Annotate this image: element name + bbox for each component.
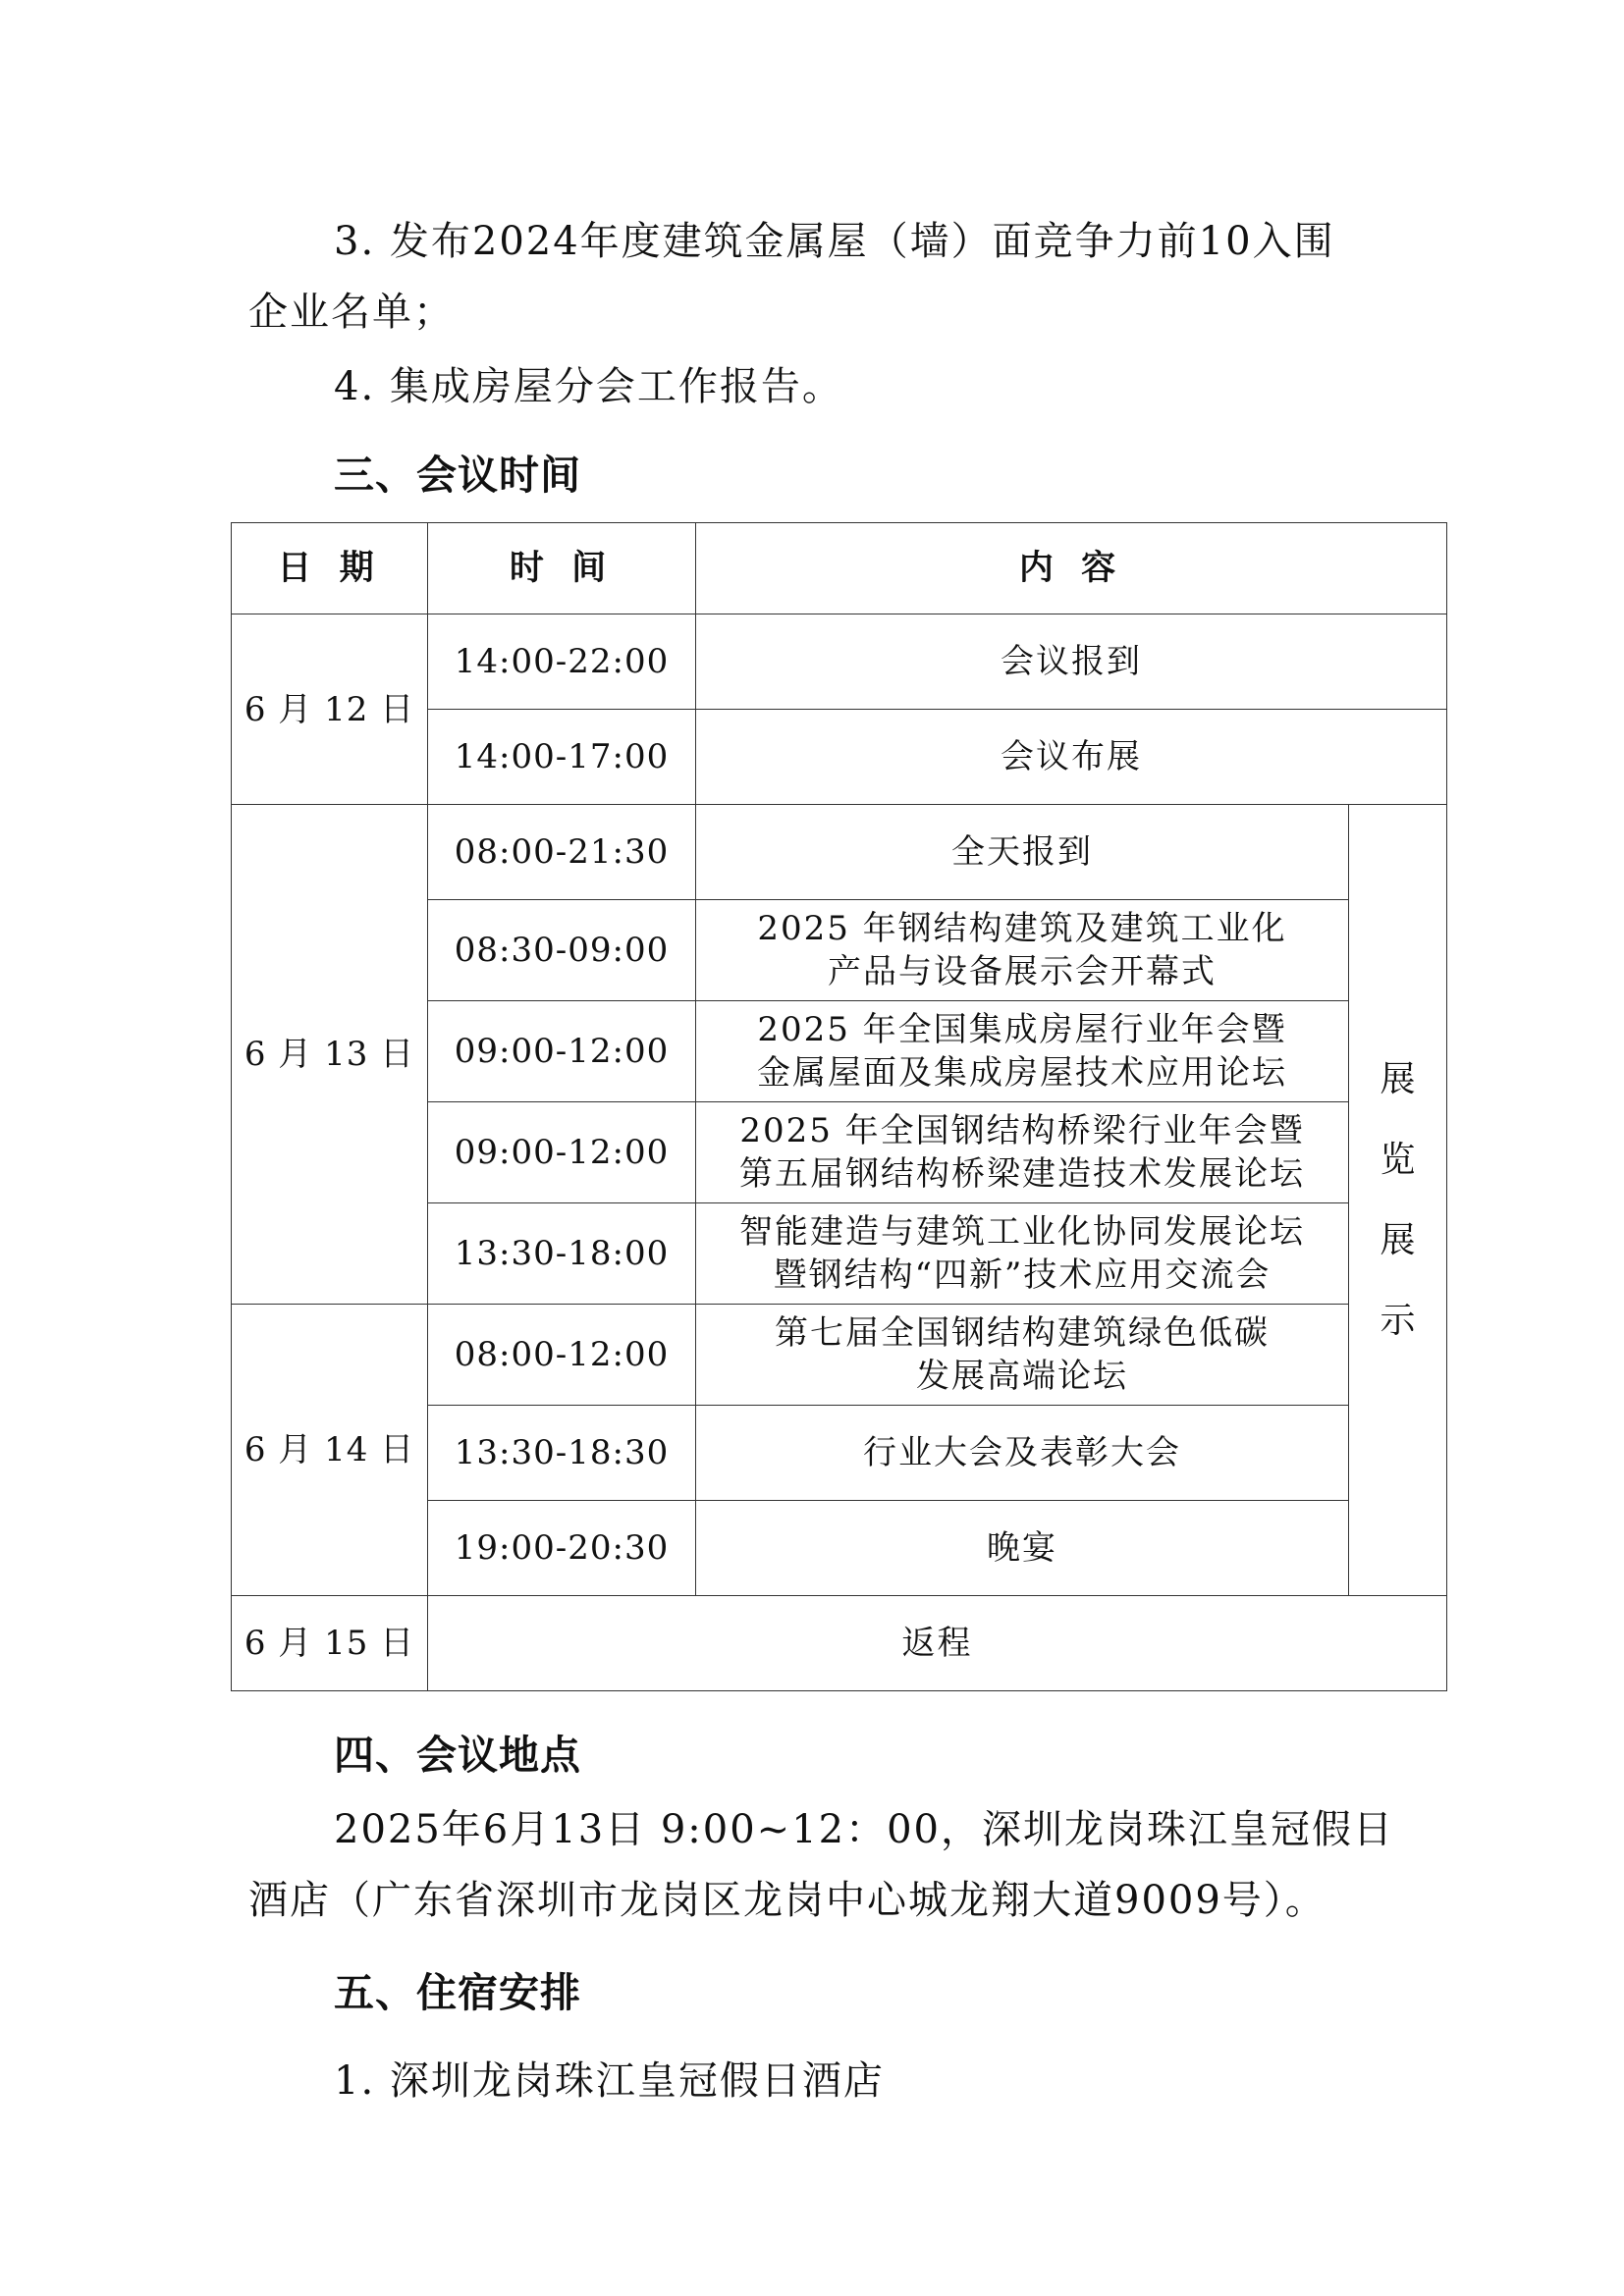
section4-heading: 四、会议地点 bbox=[334, 1732, 581, 1779]
table-row bbox=[232, 614, 1447, 710]
table-row bbox=[232, 1596, 1447, 1691]
content-line: 金属屋面及集成房屋技术应用论坛 bbox=[757, 1053, 1287, 1093]
content-line: 会议报到 bbox=[1001, 642, 1142, 681]
content-cell bbox=[696, 1203, 1349, 1305]
date-cell: 6 月 13 日 bbox=[232, 805, 428, 1305]
section5-heading: 五、住宿安排 bbox=[334, 1969, 581, 2016]
section5-item1: 1. 深圳龙岗珠江皇冠假日酒店 bbox=[334, 2058, 885, 2104]
time-cell: 09:00-12:00 bbox=[428, 1001, 696, 1102]
content-cell bbox=[696, 1406, 1349, 1501]
date-cell: 6 月 12 日 bbox=[232, 614, 428, 805]
time-cell: 08:00-21:30 bbox=[428, 805, 696, 900]
content-line: 2025 年全国集成房屋行业年会暨 bbox=[757, 1010, 1287, 1049]
exhibit-char: 示 bbox=[1380, 1300, 1416, 1341]
section4-line1: 2025年6月13日 9:00~12：00，深圳龙岗珠江皇冠假日 bbox=[334, 1807, 1394, 1852]
content-line: 产品与设备展示会开幕式 bbox=[828, 952, 1217, 991]
content-cell bbox=[696, 614, 1447, 710]
exhibit-char: 展 bbox=[1380, 1058, 1416, 1099]
time-cell: 14:00-22:00 bbox=[428, 614, 696, 710]
date-cell: 6 月 15 日 bbox=[232, 1596, 428, 1691]
content-line: 全天报到 bbox=[951, 832, 1093, 872]
content-line: 暨钢结构“四新”技术应用交流会 bbox=[773, 1255, 1272, 1295]
content-line: 第七届全国钢结构建筑绿色低碳 bbox=[775, 1313, 1270, 1353]
content-cell bbox=[696, 710, 1447, 805]
content-cell bbox=[696, 805, 1349, 900]
content-line: 行业大会及表彰大会 bbox=[863, 1433, 1181, 1472]
item3-line1: 3. 发布2024年度建筑金属屋（墙）面竞争力前10入围 bbox=[334, 219, 1335, 264]
content-cell bbox=[696, 1001, 1349, 1102]
item3-line2: 企业名单； bbox=[248, 290, 455, 335]
time-cell: 13:30-18:00 bbox=[428, 1203, 696, 1305]
table-row bbox=[232, 1305, 1447, 1406]
table-row bbox=[232, 805, 1447, 900]
section4-line2: 酒店（广东省深圳市龙岗区龙岗中心城龙翔大道9009号）。 bbox=[248, 1878, 1326, 1923]
content-line: 晚宴 bbox=[987, 1528, 1057, 1568]
header-time: 时 间 bbox=[428, 523, 696, 614]
item4: 4. 集成房屋分会工作报告。 bbox=[334, 364, 843, 409]
content-line: 智能建造与建筑工业化协同发展论坛 bbox=[739, 1212, 1305, 1252]
header-date: 日 期 bbox=[232, 523, 428, 614]
content-cell bbox=[696, 900, 1349, 1001]
exhibit-char: 展 bbox=[1380, 1219, 1416, 1260]
table-header-row bbox=[232, 523, 1447, 614]
time-cell: 19:00-20:30 bbox=[428, 1501, 696, 1596]
time-cell: 08:30-09:00 bbox=[428, 900, 696, 1001]
content-cell bbox=[696, 1305, 1349, 1406]
content-line: 返程 bbox=[901, 1624, 973, 1663]
schedule-table bbox=[231, 522, 1447, 1691]
content-line: 会议布展 bbox=[1001, 737, 1142, 776]
header-content: 内 容 bbox=[696, 523, 1447, 614]
content-line: 2025 年全国钢结构桥梁行业年会暨 bbox=[739, 1111, 1305, 1150]
content-line: 发展高端论坛 bbox=[916, 1357, 1128, 1396]
content-cell bbox=[696, 1102, 1349, 1203]
section3-heading: 三、会议时间 bbox=[334, 452, 581, 499]
time-cell: 13:30-18:30 bbox=[428, 1406, 696, 1501]
date-cell: 6 月 14 日 bbox=[232, 1305, 428, 1596]
content-line: 2025 年钢结构建筑及建筑工业化 bbox=[757, 909, 1287, 948]
exhibit-char: 览 bbox=[1380, 1139, 1416, 1180]
content-line: 第五届钢结构桥梁建造技术发展论坛 bbox=[739, 1154, 1305, 1194]
exhibition-display-cell bbox=[1349, 805, 1447, 1596]
time-cell: 08:00-12:00 bbox=[428, 1305, 696, 1406]
time-cell: 09:00-12:00 bbox=[428, 1102, 696, 1203]
content-cell bbox=[428, 1596, 1447, 1691]
time-cell: 14:00-17:00 bbox=[428, 710, 696, 805]
content-cell bbox=[696, 1501, 1349, 1596]
